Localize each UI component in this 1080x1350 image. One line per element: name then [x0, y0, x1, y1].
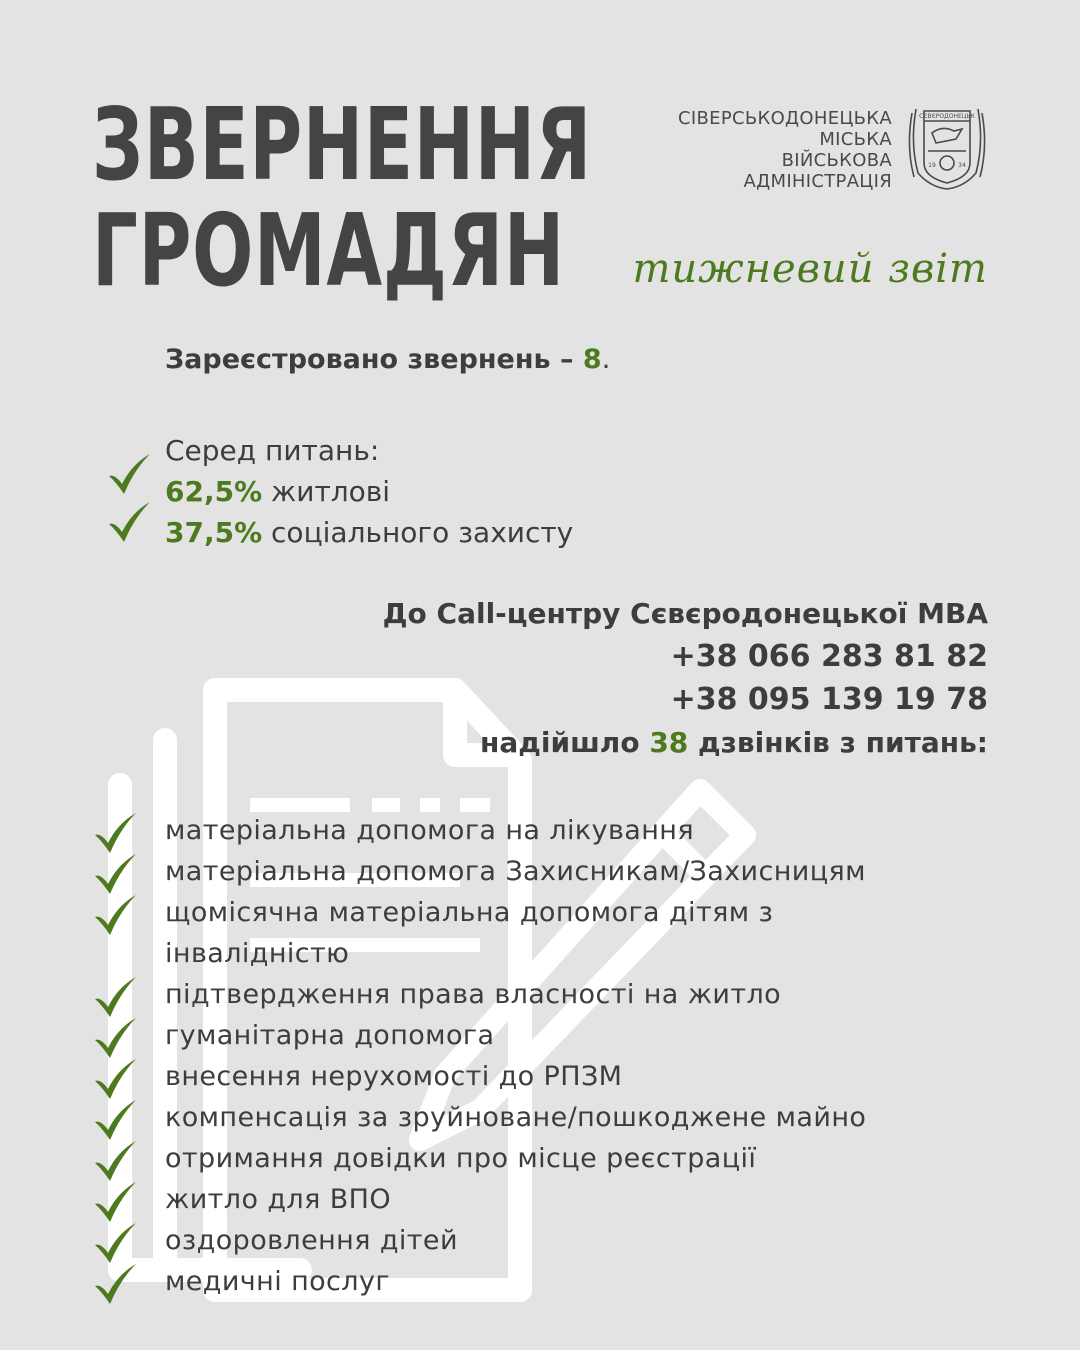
phone-number[interactable]: +38 066 283 81 82: [670, 639, 988, 674]
checkmark-icon: [92, 1098, 138, 1142]
registered-suffix: .: [601, 344, 611, 375]
list-item: матеріальна допомога Захисникам/Захисницям: [165, 856, 866, 887]
checkmark-icon: [106, 452, 152, 496]
calls-suffix: дзвінків з питань:: [688, 726, 988, 759]
checkmark-icon: [92, 1180, 138, 1224]
checkmark-icon: [92, 1139, 138, 1183]
emblem-year-right: 34: [958, 162, 966, 169]
list-item: житло для ВПО: [165, 1184, 391, 1215]
calls-received-line: [383, 721, 988, 764]
list-item: підтвердження права власності на житло: [165, 979, 782, 1010]
issue-text: житлові: [262, 475, 391, 508]
call-center-block: [383, 592, 988, 764]
checkmark-icon: [92, 1262, 138, 1306]
calls-count: 38: [649, 726, 689, 759]
org-line-4: АДМІНІСТРАЦІЯ: [743, 171, 892, 192]
weekly-report-subtitle: тижневий звіт: [632, 246, 988, 292]
issues-heading: Серед питань:: [165, 434, 380, 467]
issue-percent: 37,5%: [165, 516, 263, 549]
checkmark-icon: [92, 1016, 138, 1060]
org-line-1: СІВЕРСЬКОДОНЕЦЬКА: [678, 108, 892, 129]
registered-count-line: [165, 344, 610, 375]
issue-percent: 62,5%: [165, 475, 263, 508]
checkmark-icon: [106, 500, 152, 544]
list-item: отримання довідки про місце реєстрації: [165, 1143, 757, 1174]
checkmark-icon: [92, 811, 138, 855]
phone-number[interactable]: +38 095 139 19 78: [670, 682, 988, 717]
list-item: компенсація за зруйноване/пошкоджене майно: [165, 1102, 867, 1133]
list-item: оздоровлення дітей: [165, 1225, 458, 1256]
org-line-3: ВІЙСЬКОВА: [781, 150, 892, 171]
page-title: [92, 86, 592, 309]
list-item: внесення нерухомості до РПЗМ: [165, 1061, 623, 1092]
registered-label: Зареєстровано звернень –: [165, 344, 583, 375]
list-item: інвалідністю: [165, 938, 350, 969]
title-line-1: ЗВЕРНЕННЯ: [92, 86, 592, 203]
org-line-2: МІСЬКА: [819, 129, 892, 150]
call-topics-list: [165, 810, 866, 1302]
title-line-2: ГРОМАДЯН: [92, 192, 565, 309]
checkmark-icon: [92, 975, 138, 1019]
issue-item: [165, 512, 573, 553]
checkmark-icon: [92, 1057, 138, 1101]
list-item: матеріальна допомога на лікування: [165, 815, 694, 846]
organization-name: [678, 108, 892, 192]
issues-breakdown: [165, 430, 573, 553]
emblem-year-left: 19: [928, 162, 936, 169]
list-item: щомісячна матеріальна допомога дітям з: [165, 897, 774, 928]
call-center-heading: До Call-центру Сєвєродонецької МВА: [382, 597, 988, 630]
checkmark-icon: [92, 1221, 138, 1265]
list-item: гуманітарна допомога: [165, 1020, 495, 1051]
checkmark-icon: [92, 893, 138, 937]
checkmark-icon: [92, 852, 138, 896]
registered-count: 8: [582, 344, 602, 375]
list-item: медичні послуг: [165, 1266, 390, 1297]
issue-item: [165, 471, 573, 512]
calls-prefix: надійшло: [480, 726, 650, 759]
emblem-label: СЄВЄРОДОНЕЦЬК: [919, 113, 975, 120]
issue-text: соціального захисту: [262, 516, 574, 549]
city-coat-of-arms-icon: [906, 103, 988, 191]
